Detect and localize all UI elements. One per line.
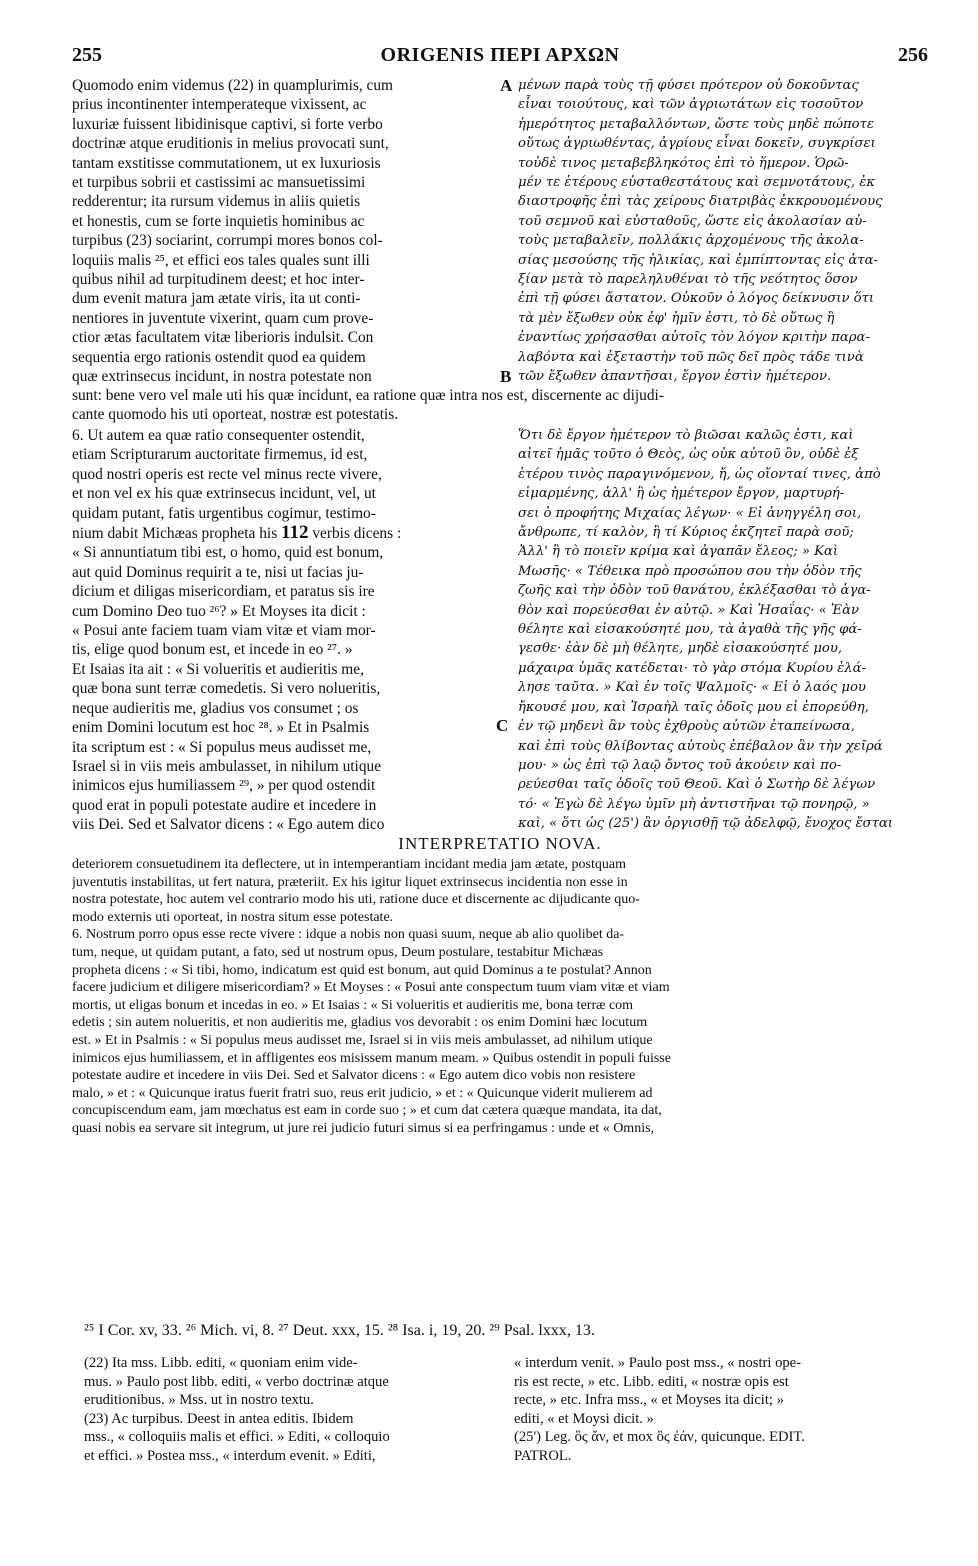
- greek-line: Ἀλλ' ἢ τὸ ποιεῖν κρίμα καὶ ἀγαπᾶν ἔλεος; » Καὶ: [518, 544, 839, 560]
- greek-line: μένων παρὰ τοὺς τῇ φύσει πρότερον οὐ δοκοῦντας: [518, 78, 859, 93]
- footnote-line: eruditionibus. » Mss. ut in nostro textu.: [84, 1392, 314, 1409]
- latin-line: tantam exstitisse commutationem, ut ex luxuriosis: [72, 154, 381, 172]
- interpretatio-line: juventutis instabilitas, ut fert natura, præteriit. Ex his igitur liquet extrinsecus incidentia non esse in: [72, 874, 628, 890]
- latin-line: quod nostri operis est recte vel minus recte vivere,: [72, 465, 382, 483]
- footnote-line: (22) Ita mss. Libb. editi, « quoniam enim vide-: [84, 1355, 358, 1371]
- full-width-paragraph: [72, 386, 928, 426]
- margin-letter-b: B: [500, 367, 512, 386]
- scripture-references: ²⁵ I Cor. xv, 33. ²⁶ Mich. vi, 8. ²⁷ Deut. xxx, 15. ²⁸ Isa. i, 19, 20. ²⁹ Psal. lxxx, 13.: [84, 1322, 595, 1339]
- latin-line: loquiis malis ²⁵, et effici eos tales quales sunt illi: [72, 251, 370, 269]
- interpretatio-line: malo, » et : « Quicunque iratus fuerit fratri suo, reus erit judicio, » et : « Quicunque viderit mulierem ad: [72, 1085, 653, 1101]
- interpretatio-line: propheta dicens : « Si tibi, homo, indicatum est quid est bonum, aut quid Dominus a te postulat? Annon: [72, 962, 652, 978]
- footnote-line: et effici. » Postea mss., « interdum evenit. » Editi,: [84, 1447, 376, 1464]
- greek-line: λαβόντα καὶ ἐξεταστὴν τοῦ πῶς δεῖ πρὸς τάδε τινὰ: [518, 349, 864, 365]
- footnotes-left: [84, 1354, 504, 1474]
- greek-line: καὶ, « ὅτι ὡς (25') ἂν ὀργισθῇ τῷ ἀδελφῷ, ἔνοχος ἔσται: [518, 816, 893, 832]
- latin-line: inimicos ejus humiliassem ²⁹, » per quod ostendit: [72, 777, 376, 795]
- latin-line: ita scriptum est : « Si populus meus audisset me,: [72, 738, 372, 756]
- interpretatio-line: est. » Et in Psalmis : « Si populus meus audisset me, Israel si in viis meis ambulasset, ad nihilum utique: [72, 1032, 653, 1048]
- greek-line: μέν τε ἑτέρους εὐσταθεστάτους καὶ σεμνοτάτους, ἐκ: [518, 175, 875, 191]
- greek-line: ἄνθρωπε, τί καλὸν, ἢ τί Κύριος ἐκζητεῖ παρὰ σοῦ;: [518, 525, 854, 541]
- latin-line: tis, elige quod bonum est, et incede in eo ²⁷. »: [72, 641, 353, 659]
- interpretatio-line: mortis, ut eligas bonum et incedas in eo. » Et Isaias : « Si volueritis et audieritis me, bona terræ com: [72, 997, 634, 1013]
- greek-line: τῶν ἔξωθεν ἀπαντῆσαι, ἔργον ἐστὶν ἡμέτερον.: [518, 369, 832, 385]
- latin-line: aut quid Dominus requirit a te, nisi ut facias ju-: [72, 563, 364, 581]
- latin-line: luxuriæ fuissent libidinisque captivi, si forte verbo: [72, 115, 383, 133]
- latin-line: ctior ætas facultatem vitæ liberioris indulsit. Con: [72, 329, 374, 347]
- greek-line: θέλητε καὶ εἰσακούσητέ μου, τὰ ἀγαθὰ τῆς γῆς φά-: [518, 622, 862, 638]
- greek-line: αἰτεῖ ἡμᾶς τοῦτο ὁ Θεὸς, ὡς οὐκ αὐτοῦ ὂν, οὐδὲ ἐξ: [518, 447, 859, 463]
- greek-column-top: [518, 76, 932, 388]
- latin-line: quibus nihil ad turpitudinem deest; et hoc inter-: [72, 271, 365, 289]
- latin-line: quidam putant, fatis urgentibus cogimur, testimo-: [72, 504, 376, 522]
- text-line: cante quomodo his uti oporteat, nostræ est potestatis.: [72, 406, 399, 424]
- interpretatio-line: concupiscendum eam, jam mœchatus est eam in corde suo ; » et cum dat cætera quæque mandata, ita dat,: [72, 1103, 662, 1119]
- latin-line: cum Domino Deo tuo ²⁶? » Et Moyses ita dicit :: [72, 602, 366, 620]
- latin-line: doctrinæ atque eruditionis in melius provocati sunt,: [72, 135, 389, 153]
- greek-line: ἤκουσέ μου, καὶ Ἰσραὴλ ταῖς ὁδοῖς μου εἰ ἐπορεύθη,: [518, 699, 869, 715]
- footnote-line: recte, » etc. Infra mss., « et Moyses ita dicit; »: [514, 1392, 784, 1409]
- greek-line: Μωσῆς· « Τέθεικα πρὸ προσώπου σου τὴν ὁδὸν τῆς: [518, 563, 862, 579]
- running-header: [72, 44, 928, 70]
- latin-line: nium dabit Michæas propheta his 112 verbis dicens :: [72, 523, 402, 544]
- page-number-right: 256: [898, 44, 928, 66]
- greek-line: ἡμερότητος μεταβαλλόντων, ὥστε τοὺς μηδὲ πώποτε: [518, 116, 874, 132]
- greek-line: τοὺς μεταβαλεῖν, πολλάκις ἀρχομένους τῆς ἀκολα-: [518, 233, 864, 249]
- greek-line: τοὐδὲ τινος μεταβεβληκότος ἐπὶ τὸ ἥμερον. Ὁρῶ-: [518, 155, 849, 171]
- latin-line: 6. Ut autem ea quæ ratio consequenter ostendit,: [72, 427, 365, 444]
- latin-line: quæ extrinsecus incidunt, in nostra potestate non: [72, 368, 372, 386]
- latin-line: redderentur; ita rursum videmus in aliis quietis: [72, 193, 361, 211]
- interpretatio-line: quasi nobis ea servare sit integrum, ut jure rei judicio futuri simus si ea perfringamus : unde et « Omnis,: [72, 1120, 655, 1136]
- interpretatio-line: 6. Nostrum porro opus esse recte vivere : idque a nobis non quasi suum, neque ab alio quolibet da-: [72, 927, 625, 943]
- interpretatio-nova-text: [72, 856, 928, 1296]
- latin-line: Et Isaias ita ait : « Si volueritis et audieritis me,: [72, 660, 364, 678]
- greek-line: ξίαν μετὰ τὸ παρεληλυθέναι τὸ τῆς νεότητος ὅσον: [518, 272, 858, 288]
- latin-line: et non vel ex his quæ extrinsecus incidunt, vel, ut: [72, 485, 376, 503]
- interpretatio-heading: INTERPRETATIO NOVA.: [398, 834, 602, 853]
- greek-line: θὸν καὶ πορεύεσθαι ἐν αὐτῷ. » Καὶ Ἡσαΐας· « Ἐὰν: [518, 602, 860, 618]
- footnote-line: (23) Ac turpibus. Deest in antea editis. Ibidem: [84, 1410, 354, 1427]
- latin-line: viis Dei. Sed et Salvator dicens : « Ego autem dico: [72, 816, 385, 834]
- latin-column-top: [72, 76, 500, 388]
- greek-line: λησε ταῦτα. » Καὶ ἐν τοῖς Ψαλμοῖς· « Εἰ ὁ λαός μου: [518, 680, 866, 696]
- interpretatio-line: nostra potestate, hoc autem vel contrario modo his uti, ratione duce et discernente ac dijudicante quo-: [72, 892, 640, 908]
- greek-line: ζωῆς καὶ τὴν ὁδὸν τοῦ θανάτου, ἐκλέξασθαι τὸ ἀγα-: [518, 583, 871, 599]
- greek-line: ἑτέρου τινὸς παραγινόμενον, ἤ, ὡς οἴονταί τινες, ἀπὸ: [518, 466, 881, 482]
- latin-line: neque audieritis me, gladius vos consumet ; os: [72, 699, 359, 717]
- greek-line: γεσθε· ἐὰν δὲ μὴ θέλητε, μηδὲ εἰσακούσητέ μου,: [518, 641, 843, 657]
- latin-line: et turpibus sobrii et castissimi ac mansuetissimi: [72, 174, 366, 192]
- greek-line: εἶναι τοιούτους, καὶ τῶν ἀγριωτάτων εἰς τοσοῦτον: [518, 97, 864, 113]
- greek-line: σει ὁ προφήτης Μιχαίας λέγων· « Εἰ ἀνηγγέλη σοι,: [518, 505, 862, 521]
- interpretatio-line: facere judicium et diligere misericordiam? » Et Moyses : « Posui ante conspectum tuum viam vitæ et viam: [72, 980, 670, 996]
- greek-line: Ὅτι δὲ ἔργον ἡμέτερον τὸ βιῶσαι καλῶς ἐστι, καὶ: [518, 428, 854, 443]
- latin-line: prius incontinenter intemperateque vixissent, ac: [72, 96, 367, 114]
- running-title: ORIGENIS ΠΕΡΙ ΑΡΧΩΝ: [380, 44, 620, 66]
- footnote-line: (25') Leg. ὃς ἄν, et mox ὃς ἐάν, quicunque. EDIT.: [514, 1429, 805, 1446]
- footnote-line: « interdum venit. » Paulo post mss., « nostri ope-: [514, 1355, 801, 1371]
- greek-line: ἐναντίως χρήσασθαι αὐτοῖς τὸν λόγον κριτὴν παρα-: [518, 330, 870, 346]
- greek-line: ἐν τῷ μηδενὶ ἂν τοὺς ἐχθροὺς αὐτῶν ἐταπείνωσα,: [518, 719, 855, 735]
- margin-letter-a: A: [500, 76, 513, 95]
- greek-line: ἐπὶ τῇ φύσει ἄστατον. Οὐκοῦν ὁ λόγος δείκνυσιν ὅτι: [518, 291, 875, 307]
- latin-line: quæ bona sunt terræ comedetis. Si vero nolueritis,: [72, 680, 381, 698]
- footnote-line: editi, « et Moysi dicit. »: [514, 1410, 654, 1427]
- latin-line: enim Domini locutum est hoc ²⁸. » Et in Psalmis: [72, 719, 370, 737]
- greek-line: μάχαιρα ὑμᾶς κατέδεται· τὸ γὰρ στόμα Κυρίου ἐλά-: [518, 660, 866, 676]
- text-line: sunt: bene vero vel male uti his quæ incidunt, ea ratione quæ intra nos est, discernente ac dijudi-: [72, 387, 664, 404]
- interpretatio-line: edetis ; sin autem nolueritis, et non audieritis me, gladius vos devorabit : os enim Domini hæc locutum: [72, 1015, 648, 1031]
- margin-page-number: 112: [281, 523, 309, 544]
- latin-line: nentiores in juventute vixerint, quam cum prove-: [72, 309, 374, 327]
- latin-line: dicium et diligas misericordiam, et paratus sis ire: [72, 583, 375, 601]
- greek-line: διαστροφῆς ἐπὶ τὰς χείρους διατριβὰς ἐκκρουομένους: [518, 194, 883, 210]
- interpretatio-line: tum, neque, ut quidam putant, a fato, sed ut nostrum opus, Deum postulare, testabitur Michæas: [72, 944, 604, 960]
- greek-line: οὕτως ἀγριωθέντας, ἀγρίους εἶναι δοκεῖν, συγκρίσει: [518, 136, 876, 152]
- interpretatio-line: inimicos ejus humiliassem, et in affligentes eos misissem manum meam. » Quibus ostendit in populi fuisse: [72, 1050, 671, 1066]
- latin-line: etiam Scripturarum auctoritate firmemus, id est,: [72, 446, 368, 464]
- footnotes-right: [514, 1354, 934, 1474]
- greek-line: μου· » ὡς ἐπὶ τῷ λαῷ ὄντος τοῦ ἀκούειν καὶ πο-: [518, 757, 842, 773]
- interpretatio-line: deteriorem consuetudinem ita deflectere, ut in intemperantiam incidant media jam ætate, postquam: [72, 857, 626, 872]
- latin-line: « Posui ante faciem tuam viam vitæ et viam mor-: [72, 622, 376, 640]
- footnote-line: mss., « colloquiis malis et effici. » Editi, « colloquio: [84, 1429, 390, 1446]
- greek-line: εἱμαρμένης, ἀλλ' ἢ ὡς ἡμέτερον ἔργον, μαρτυρή-: [518, 486, 845, 502]
- interpretatio-line: potestate audire et incedere in viis Dei. Sed et Salvator dicens : « Ego autem dico vobis non resistere: [72, 1068, 636, 1084]
- footnote-line: ris est recte, » etc. Libb. editi, « nostræ opis est: [514, 1373, 789, 1390]
- greek-line: σίας μεσούσης τῆς ἡλικίας, καὶ ἐμπίπτοντας εἰς ἀτα-: [518, 252, 878, 268]
- footnote-line: mus. » Paulo post libb. editi, « verbo doctrinæ atque: [84, 1373, 389, 1390]
- greek-line: τὰ μὲν ἔξωθεν οὐκ ἐφ' ἡμῖν ἐστι, τὸ δὲ οὕτως ἢ: [518, 310, 835, 326]
- footnote-line: PATROL.: [514, 1447, 572, 1464]
- latin-column-mid: [72, 426, 500, 836]
- latin-line: Quomodo enim videmus (22) in quamplurimis, cum: [72, 77, 394, 94]
- page-number-left: 255: [72, 44, 102, 66]
- latin-line: Israel si in viis meis ambulasset, in nihilum utique: [72, 757, 382, 775]
- margin-letter-c: C: [496, 716, 509, 735]
- latin-line: sequentia ergo rationis ostendit quod ea quidem: [72, 348, 366, 366]
- greek-line: τοῦ σεμνοῦ καὶ εὐσταθοῦς, ὥστε εἰς ἀκολασίαν αὐ-: [518, 213, 867, 229]
- latin-line: « Si annuntiatum tibi est, o homo, quid est bonum,: [72, 544, 384, 562]
- greek-column-mid: [518, 426, 932, 836]
- latin-line: dum evenit matura jam ætate viris, ita ut conti-: [72, 290, 361, 308]
- latin-line: turpibus (23) sociarint, corrumpi mores bonos col-: [72, 232, 383, 250]
- greek-line: τό· « Ἐγὼ δὲ λέγω ὑμῖν μὴ ἀντιστῆναι τῷ πονηρῷ, »: [518, 796, 870, 812]
- latin-line: quod erat in populi potestate audire et incedere in: [72, 796, 377, 814]
- latin-line: et honestis, cum se forte inquietis hominibus ac: [72, 212, 365, 230]
- greek-line: καὶ ἐπὶ τοὺς θλίβοντας αὐτοὺς ἐπέβαλον ἂν τὴν χεῖρά: [518, 738, 883, 754]
- greek-line: ρεύεσθαι ταῖς ὁδοῖς τοῦ Θεοῦ. Καὶ ὁ Σωτὴρ δὲ λέγων: [518, 777, 876, 793]
- interpretatio-line: modo externis uti oporteat, in nostra situm esse potestate.: [72, 909, 394, 925]
